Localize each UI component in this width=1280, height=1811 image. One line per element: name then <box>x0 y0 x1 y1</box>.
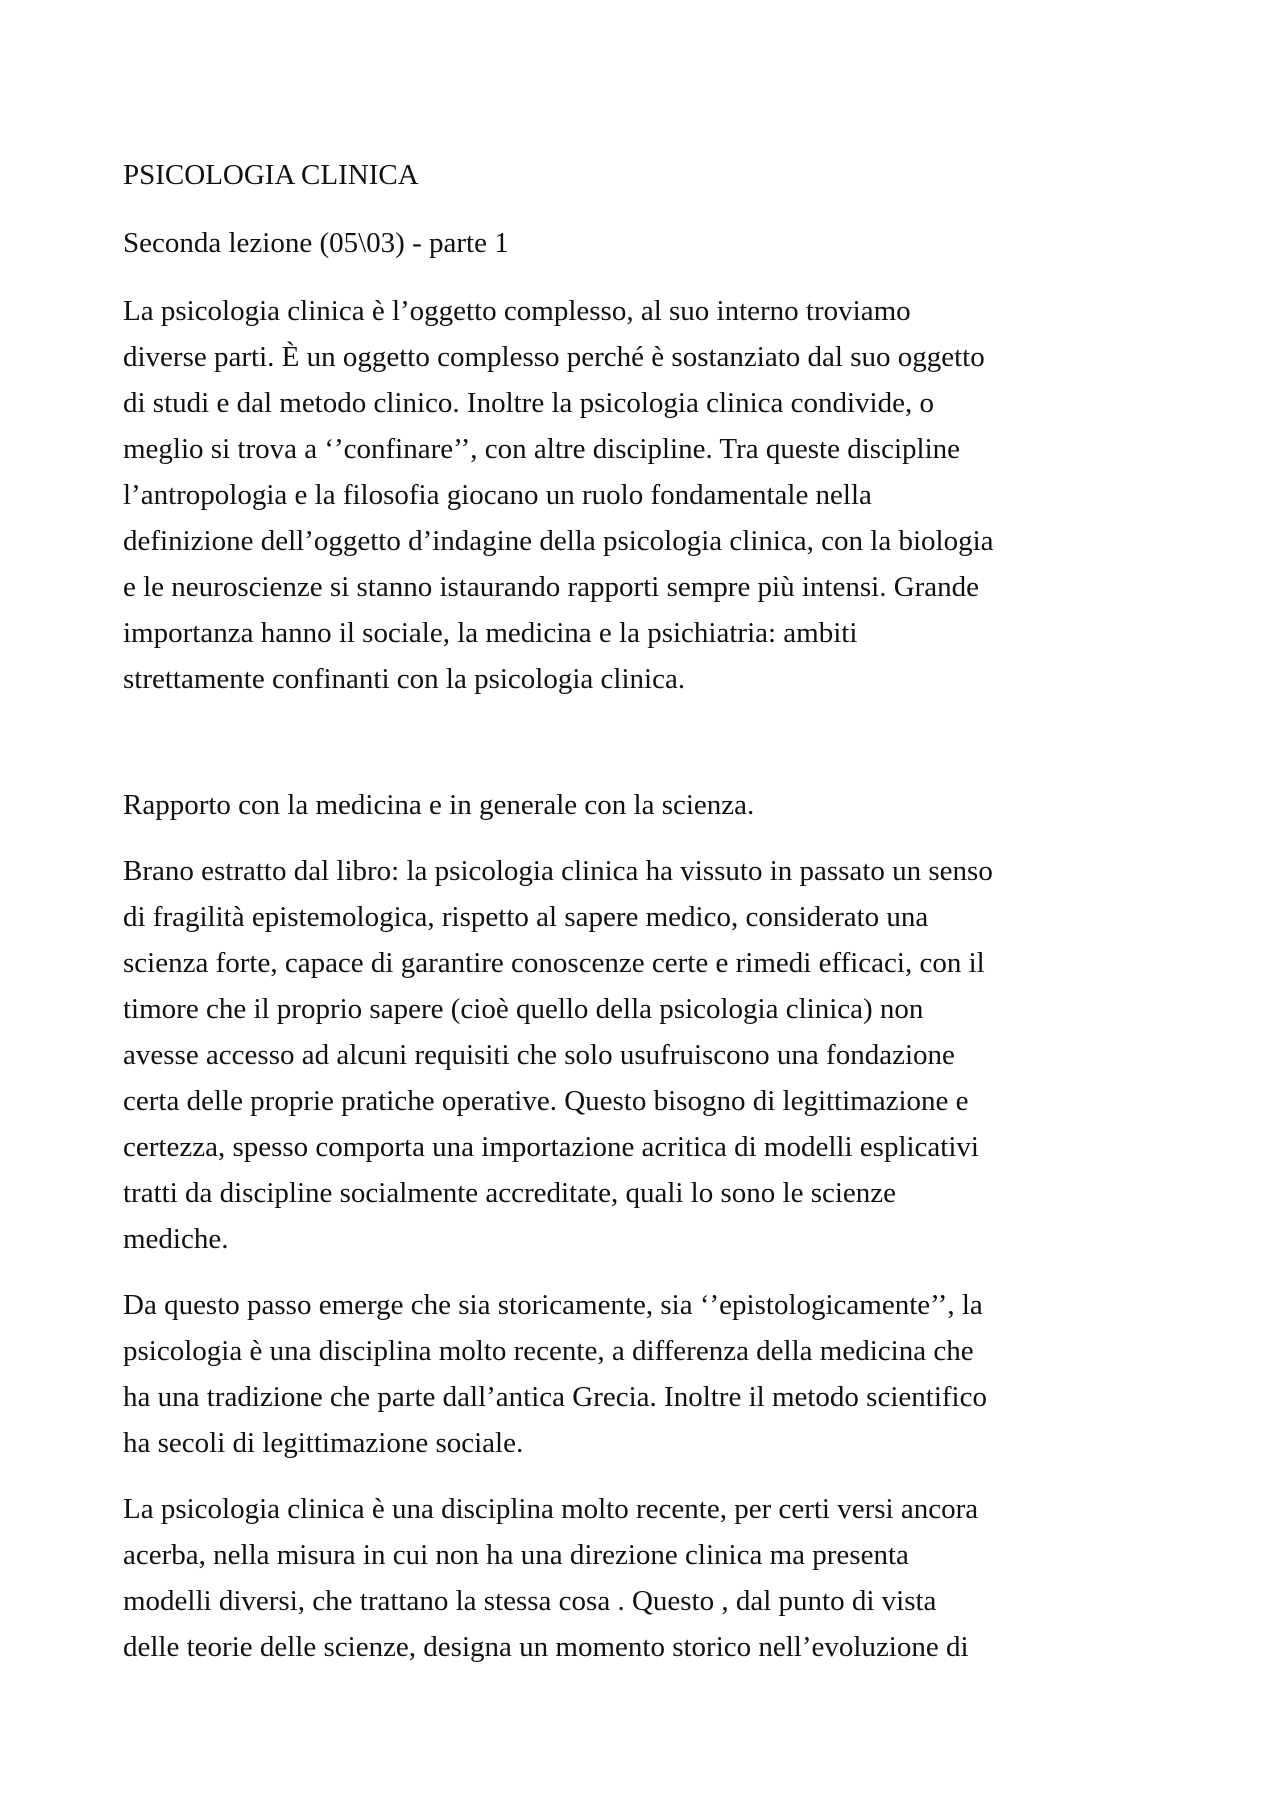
paragraph-recent-discipline <box>123 1486 1173 1670</box>
text-line: importanza hanno il sociale, la medicina e la psichiatria: ambiti <box>123 617 858 649</box>
text-line: tratti da discipline socialmente accreditate, quali lo sono le scienze <box>123 1177 897 1209</box>
text-line: mediche. <box>123 1223 229 1255</box>
text-line: avesse accesso ad alcuni requisiti che solo usufruiscono una fondazione <box>123 1039 955 1071</box>
text-line: di studi e dal metodo clinico. Inoltre la psicologia clinica condivide, o <box>123 387 934 419</box>
paragraph-history <box>123 1282 1173 1466</box>
text-line: Brano estratto dal libro: la psicologia clinica ha vissuto in passato un senso <box>123 855 993 887</box>
text-line: acerba, nella misura in cui non ha una direzione clinica ma presenta <box>123 1539 909 1571</box>
text-line: psicologia è una disciplina molto recente, a differenza della medicina che <box>123 1335 974 1367</box>
text-line: Rapporto con la medicina e in generale con la scienza. <box>123 789 755 821</box>
text-line: ha secoli di legittimazione sociale. <box>123 1427 524 1459</box>
text-line: La psicologia clinica è l’oggetto complesso, al suo interno troviamo <box>123 295 911 327</box>
document-title: PSICOLOGIA CLINICA <box>123 159 419 191</box>
document-body <box>123 152 1173 1690</box>
text-line: l’antropologia e la filosofia giocano un ruolo fondamentale nella <box>123 479 872 511</box>
text-line: certa delle proprie pratiche operative. Questo bisogno di legittimazione e <box>123 1085 969 1117</box>
text-line: diverse parti. È un oggetto complesso perché è sostanziato dal suo oggetto <box>123 341 985 373</box>
text-line: certezza, spesso comporta una importazione acritica di modelli esplicativi <box>123 1131 979 1163</box>
text-line: La psicologia clinica è una disciplina molto recente, per certi versi ancora <box>123 1493 979 1525</box>
text-line: strettamente confinanti con la psicologia clinica. <box>123 663 686 695</box>
text-line: Da questo passo emerge che sia storicamente, sia ‘’epistologicamente’’, la <box>123 1289 983 1321</box>
text-line: definizione dell’oggetto d’indagine della psicologia clinica, con la biologia <box>123 525 994 557</box>
text-line: di fragilità epistemologica, rispetto al sapere medico, considerato una <box>123 901 929 933</box>
text-line: timore che il proprio sapere (cioè quello della psicologia clinica) non <box>123 993 924 1025</box>
section-heading <box>123 782 1173 828</box>
text-line: modelli diversi, che trattano la stessa cosa . Questo , dal punto di vista <box>123 1585 937 1617</box>
paragraph-intro <box>123 288 1173 702</box>
paragraph-excerpt <box>123 848 1173 1262</box>
text-line: ha una tradizione che parte dall’antica Grecia. Inoltre il metodo scientifico <box>123 1381 987 1413</box>
lesson-subtitle: Seconda lezione (05\03) - parte 1 <box>123 227 509 259</box>
text-line: scienza forte, capace di garantire conoscenze certe e rimedi efficaci, con il <box>123 947 985 979</box>
text-line: e le neuroscienze si stanno istaurando rapporti sempre più intensi. Grande <box>123 571 980 603</box>
text-line: delle teorie delle scienze, designa un momento storico nell’evoluzione di <box>123 1631 969 1663</box>
text-line: meglio si trova a ‘’confinare’’, con altre discipline. Tra queste discipline <box>123 433 960 465</box>
